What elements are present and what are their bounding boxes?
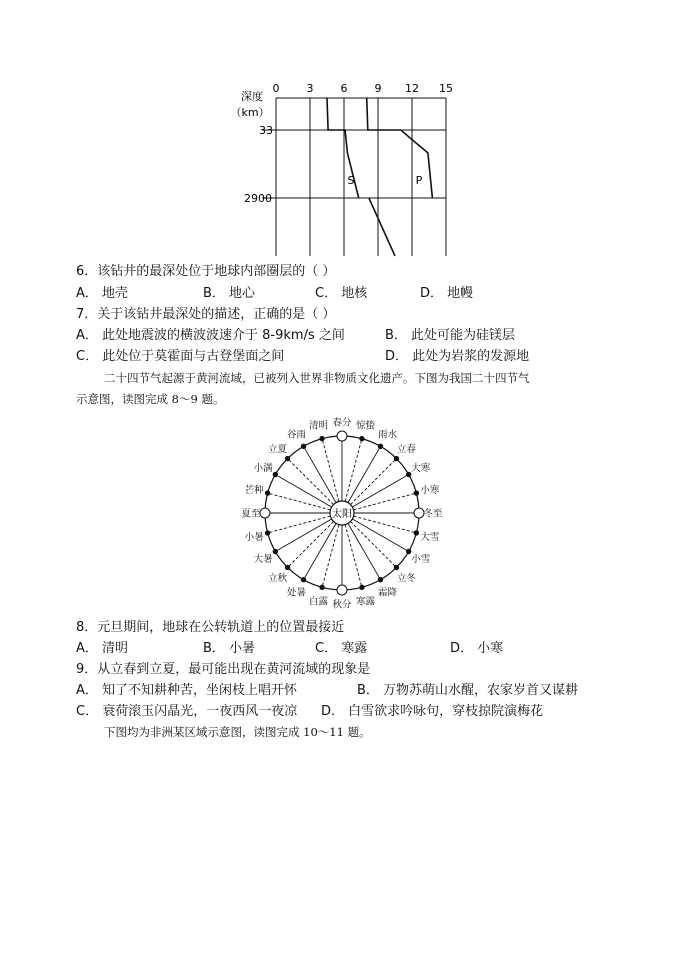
- y-axis-unit: （km）: [230, 106, 270, 119]
- term-label: 处暑: [286, 587, 307, 599]
- spoke-20: [275, 475, 331, 508]
- orbit-position-18: [260, 508, 270, 518]
- seismic-wave-depth-chart: [230, 78, 460, 263]
- orbit-position-2: [378, 444, 382, 448]
- sun-label: 太阳: [332, 509, 352, 520]
- x-tick-0: 0: [272, 82, 280, 95]
- q7-option-c[interactable]: C． 此处位于莫霍面与古登堡面之间: [76, 349, 285, 364]
- x-tick-9: 9: [374, 82, 382, 95]
- term-label: 立春: [396, 444, 416, 456]
- q6-option-b[interactable]: B． 地心: [203, 286, 256, 301]
- orbit-position-5: [414, 491, 418, 495]
- x-tick-15: 15: [439, 82, 453, 95]
- spoke-10: [348, 523, 381, 579]
- spoke-4: [352, 475, 408, 508]
- orbit-position-15: [285, 565, 289, 569]
- term-label: 小寒: [420, 484, 440, 496]
- orbit-position-0: [337, 431, 347, 441]
- term-label: 小雪: [411, 554, 431, 565]
- q6-option-c[interactable]: C． 地核: [315, 286, 368, 301]
- spoke-2: [348, 446, 381, 502]
- p-wave-curve: [367, 98, 433, 198]
- q6-option-d[interactable]: D． 地幔: [420, 286, 474, 301]
- q7-option-d[interactable]: D． 此处为岩浆的发源地: [385, 349, 530, 364]
- spoke-13: [322, 525, 339, 588]
- term-label: 清明: [308, 420, 328, 432]
- orbit-position-16: [273, 549, 277, 553]
- s-wave-label: S: [347, 174, 355, 187]
- orbit-position-19: [265, 491, 269, 495]
- spoke-16: [275, 519, 331, 552]
- spoke-14: [304, 523, 337, 579]
- intro-africa-region: 下图均为非洲某区域示意图，读图完成 10～11 题。: [104, 725, 371, 739]
- term-label: 霜降: [377, 587, 398, 599]
- q7-stem: 7．关于该钻井最深处的描述，正确的是（ ）: [76, 307, 336, 322]
- orbit-position-3: [394, 456, 398, 460]
- q6-option-a[interactable]: A． 地壳: [76, 286, 129, 301]
- term-label: 小满: [253, 463, 273, 474]
- term-label: 春分: [332, 417, 352, 429]
- orbit-position-12: [337, 585, 347, 595]
- term-label: 大寒: [411, 463, 431, 474]
- term-label: 大暑: [253, 554, 273, 565]
- q9-option-b[interactable]: B． 万物苏萌山水醒，农家岁首又谋耕: [357, 683, 579, 698]
- spoke-5: [354, 493, 417, 510]
- p-wave-curve-core: [369, 198, 395, 256]
- spoke-15: [288, 521, 334, 567]
- term-label: 夏至: [241, 508, 261, 520]
- q8-stem: 8．元旦期间，地球在公转轨道上的位置最接近: [76, 620, 345, 635]
- term-label: 秋分: [332, 599, 352, 611]
- q8-option-c[interactable]: C． 寒露: [315, 641, 368, 656]
- y-tick-33: 33: [259, 124, 273, 137]
- orbit-position-17: [265, 531, 269, 535]
- orbit-position-13: [320, 585, 324, 589]
- q9-option-d[interactable]: D． 白雪欲求吟咏句，穿枝掠院演梅花: [321, 704, 544, 719]
- term-label: 冬至: [423, 508, 443, 520]
- spoke-1: [345, 439, 362, 502]
- term-label: 谷雨: [286, 429, 307, 441]
- q8-option-b[interactable]: B． 小暑: [203, 641, 256, 656]
- q9-stem: 9．从立春到立夏，最可能出现在黄河流域的现象是: [76, 662, 371, 677]
- intro-solar-terms-line2: 示意图，读图完成 8～9 题。: [76, 392, 225, 406]
- q9-option-a[interactable]: A． 知了不知耕种苦，坐闲枝上唱开怀: [76, 683, 298, 698]
- orbit-position-11: [360, 585, 364, 589]
- p-wave-label: P: [415, 174, 423, 187]
- spoke-3: [350, 459, 396, 505]
- spoke-9: [350, 521, 396, 567]
- term-label: 寒露: [356, 596, 376, 608]
- spoke-11: [345, 525, 362, 588]
- intro-solar-terms-line1: 二十四节气起源于黄河流域，已被列入世界非物质文化遗产。下图为我国二十四节气: [104, 371, 530, 385]
- orbit-position-23: [320, 436, 324, 440]
- q7-option-b[interactable]: B． 此处可能为硅镁层: [385, 328, 516, 343]
- y-tick-2900: 2900: [244, 192, 272, 205]
- term-label: 立夏: [268, 444, 288, 456]
- term-label: 惊蛰: [356, 420, 376, 432]
- orbit-position-9: [394, 565, 398, 569]
- q7-option-a[interactable]: A． 此处地震波的横波波速介于 8-9km/s 之间: [76, 328, 345, 343]
- term-label: 立秋: [268, 572, 288, 584]
- term-label: 雨水: [377, 429, 398, 441]
- term-label: 白露: [308, 596, 328, 608]
- q8-option-a[interactable]: A． 清明: [76, 641, 129, 656]
- spoke-8: [352, 519, 408, 552]
- spoke-19: [268, 493, 331, 510]
- q8-option-d[interactable]: D． 小寒: [450, 641, 504, 656]
- solar-terms-diagram: [230, 410, 455, 615]
- spoke-22: [304, 446, 337, 502]
- orbit-position-14: [301, 577, 305, 581]
- spoke-7: [354, 516, 417, 533]
- spoke-17: [268, 516, 331, 533]
- spoke-23: [322, 439, 339, 502]
- q6-stem: 6．该钻井的最深处位于地球内部圈层的（ ）: [76, 264, 336, 279]
- orbit-position-22: [301, 444, 305, 448]
- term-label: 小暑: [244, 532, 264, 544]
- spoke-21: [288, 459, 334, 505]
- orbit-position-21: [285, 456, 289, 460]
- orbit-position-20: [273, 472, 277, 476]
- orbit-position-7: [414, 531, 418, 535]
- y-axis-label: 深度: [241, 90, 263, 103]
- x-tick-3: 3: [306, 82, 314, 95]
- orbit-position-1: [360, 436, 364, 440]
- term-label: 立冬: [396, 572, 416, 584]
- x-tick-6: 6: [340, 82, 348, 95]
- orbit-position-10: [378, 577, 382, 581]
- orbit-position-8: [406, 549, 410, 553]
- orbit-position-4: [406, 472, 410, 476]
- term-label: 芒种: [244, 484, 264, 496]
- x-tick-12: 12: [405, 82, 419, 95]
- term-label: 大雪: [420, 532, 440, 544]
- q9-option-c[interactable]: C． 衰荷滚玉闪晶光，一夜西风一夜凉: [76, 704, 298, 719]
